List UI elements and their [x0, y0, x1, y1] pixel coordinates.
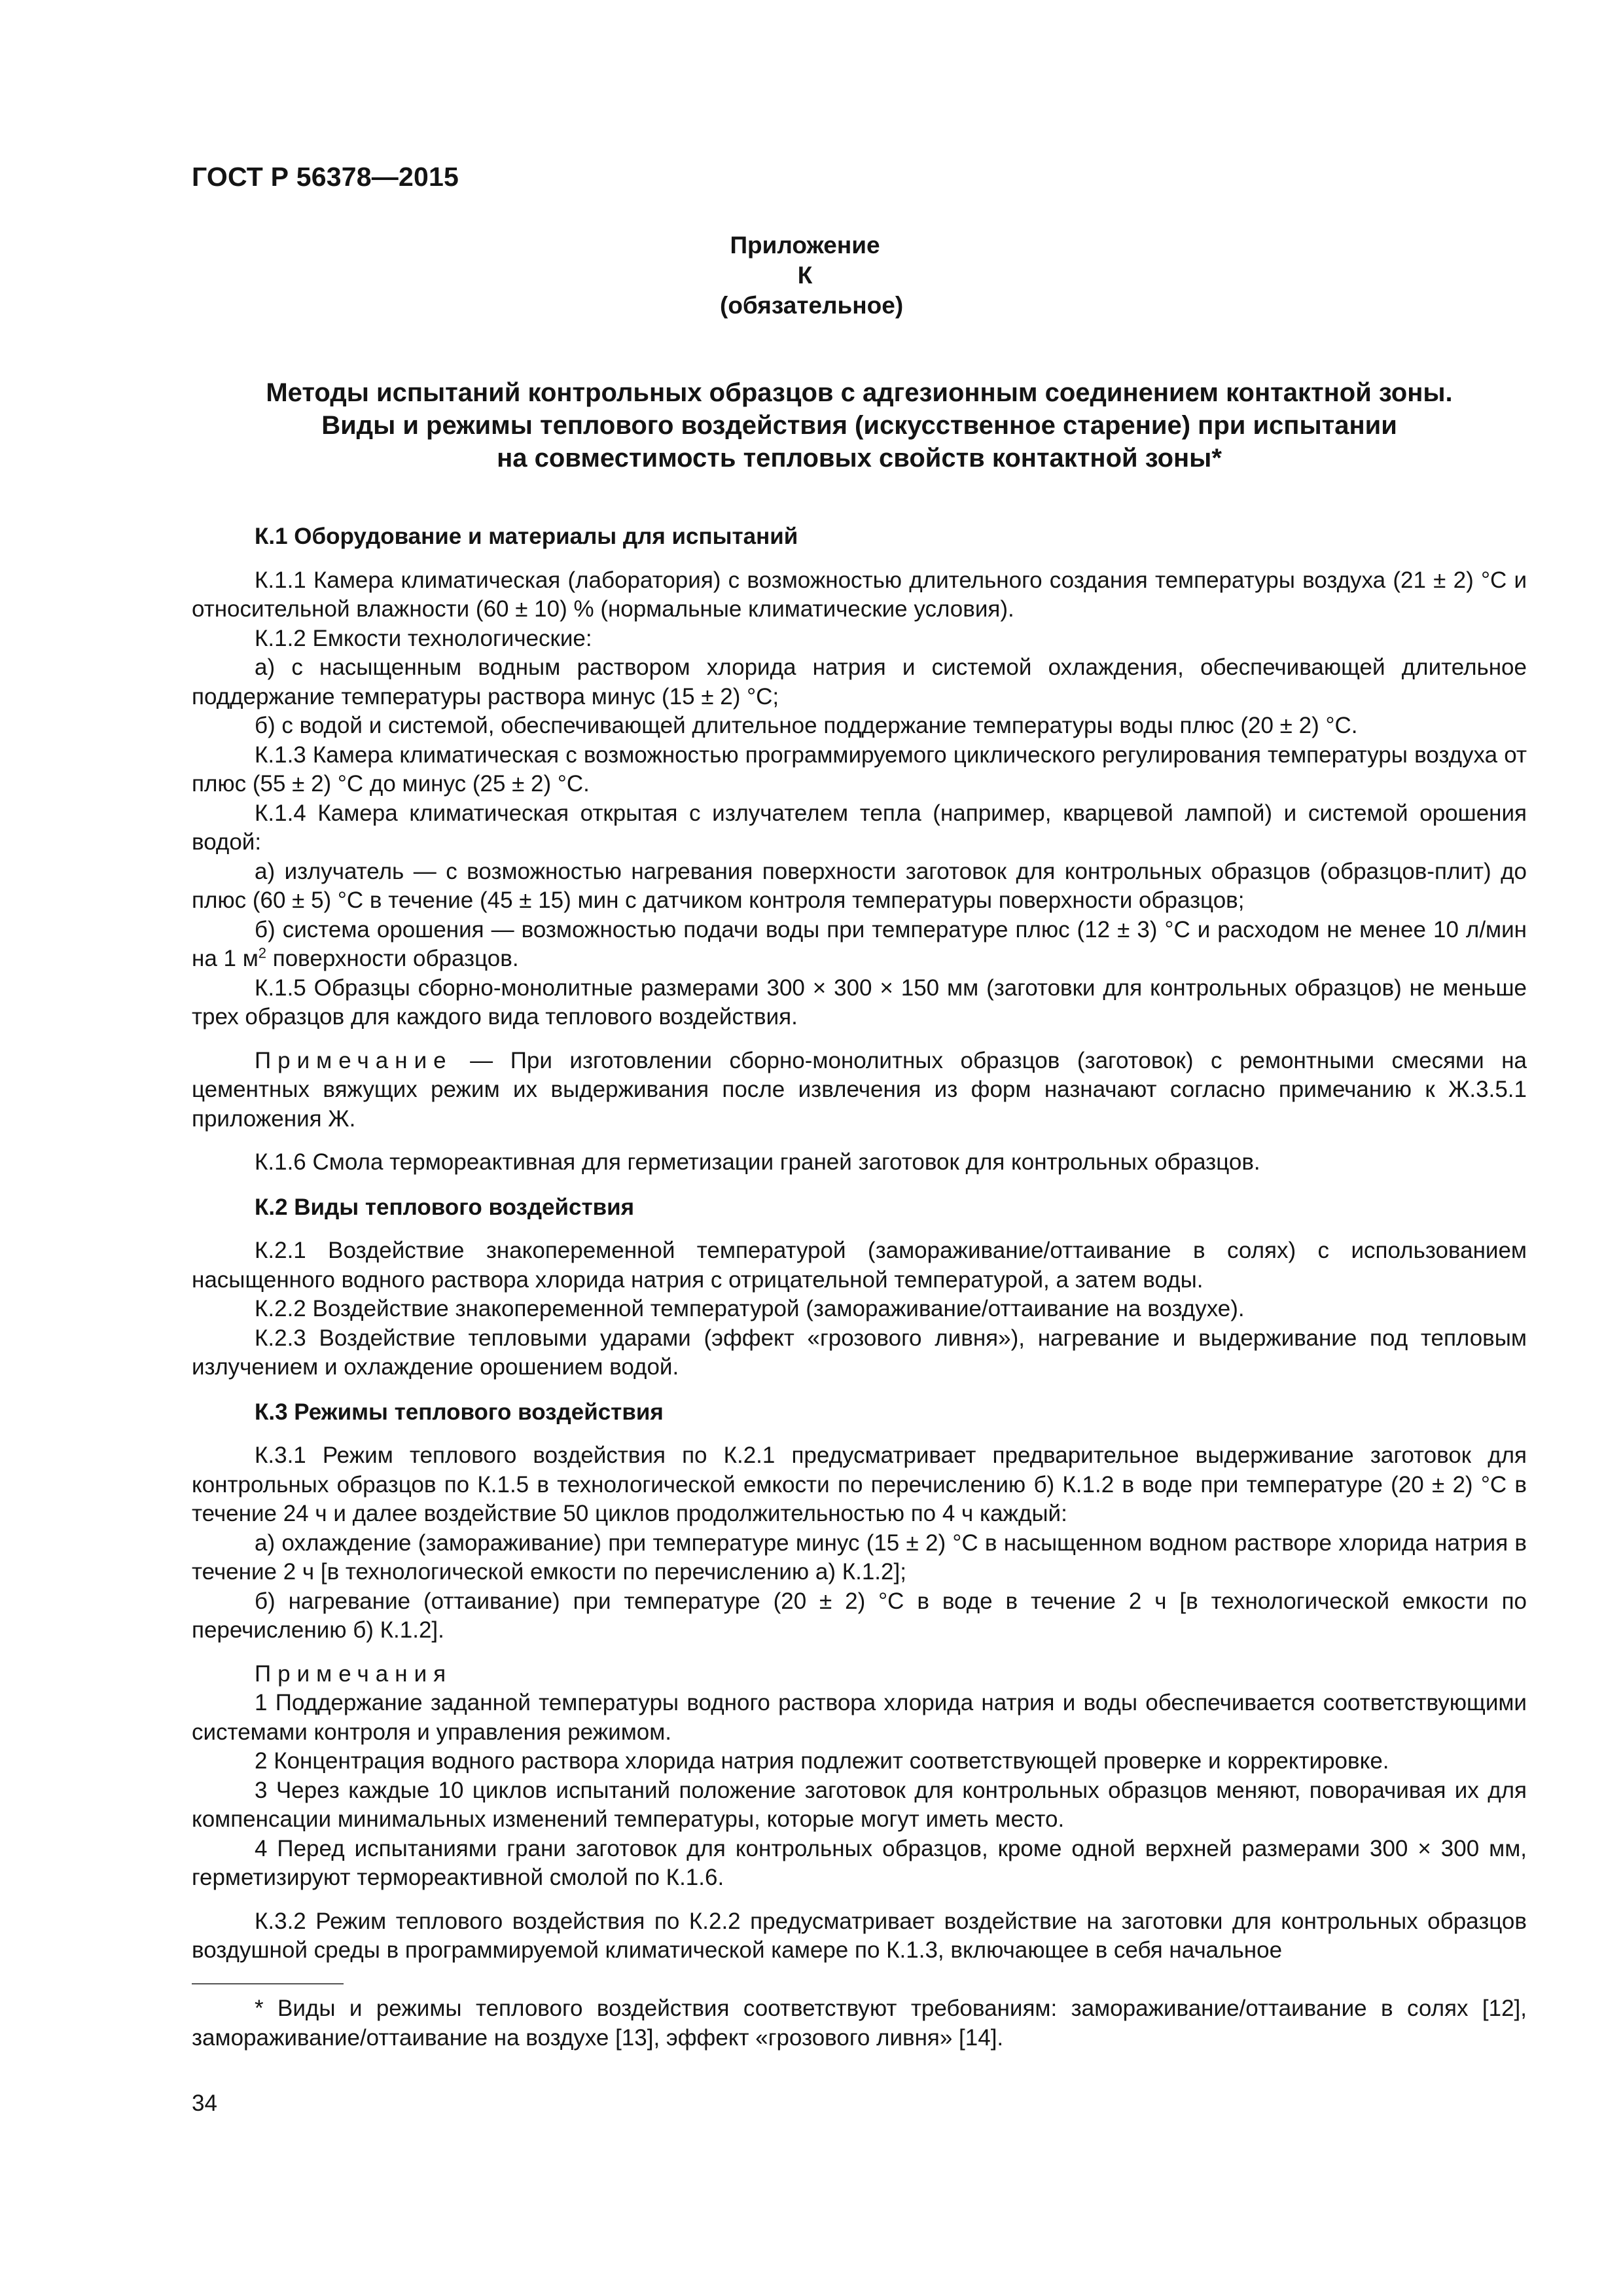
paragraph-k3-2: К.3.2 Режим теплового воздействия по К.2.2 предусматривает воздействие на заготовки для контрольных образцов воздушной среды в программируемой климатической камере по К.1.3, включающее в себя начальное — [192, 1908, 1527, 1963]
paragraph-k1-3: К.1.3 Камера климатическая с возможностью программируемого циклического регулирования температуры воздуха от плюс (55 ± 2) °С до минус (25 ± 2) °С. — [192, 742, 1527, 797]
title-line-2: Виды и режимы теплового воздействия (искусственное старение) при испытании — [321, 411, 1397, 440]
note-label: Примечание — [255, 1047, 453, 1073]
paragraph-k3-1: К.3.1 Режим теплового воздействия по К.2.1 предусматривает предварительное выдерживание заготовок для контрольных образцов по К.1.5 в технологической емкости по перечислению б) К.1.2 в воде при температуре (20 ± 2) °С в течение 24 ч и далее воздействие 50 циклов продолжительностью по 4 ч каждый: — [192, 1443, 1527, 1526]
paragraph-k1-4b-text: б) система орошения — возможностью подачи воды при температуре плюс (12 ± 3) °С и расходом не менее 10 л/мин на 1 м — [192, 916, 1527, 971]
paragraph-k1-4a: а) излучатель — с возможностью нагревания поверхности заготовок для контрольных образцов (образцов-плит) до плюс (60 ± 5) °С в течение (45 ± 15) мин с датчиком контроля температуры поверхности образцов; — [192, 858, 1527, 913]
footnote-divider — [192, 1983, 344, 1984]
document-title — [192, 376, 1527, 475]
section-heading-k1: К.1 Оборудование и материалы для испытаний — [255, 524, 798, 549]
paragraph-k1-4b — [192, 916, 1527, 974]
footnote — [192, 1994, 1527, 2053]
notes-label: Примечания — [255, 1660, 453, 1687]
note-k3-3: 3 Через каждые 10 циклов испытаний положение заготовок для контрольных образцов меняют, поворачивая их для компенсации минимальных изменений температуры, которые могут иметь место. — [192, 1777, 1527, 1832]
paragraph-k2-3: К.2.3 Воздействие тепловыми ударами (эффект «грозового ливня»), нагревание и выдерживание под тепловым излучением и охлаждение орошением водой. — [192, 1325, 1527, 1380]
note-k1 — [192, 1047, 1527, 1134]
paragraph-k1-2b: б) с водой и системой, обеспечивающей длительное поддержание температуры воды плюс (20 ± 2) °С. — [255, 713, 1358, 738]
paragraph-k1-2a: а) с насыщенным водным раствором хлорида натрия и системой охлаждения, обеспечивающей длительное поддержание температуры раствора минус (15 ± 2) °С; — [192, 655, 1527, 709]
paragraph-k1-1: К.1.1 Камера климатическая (лаборатория) с возможностью длительного создания температуры воздуха (21 ± 2) °С и относительной влажности (60 ± 10) % (нормальные климатические условия). — [192, 567, 1527, 622]
paragraph-k1-2: К.1.2 Емкости технологические: — [255, 625, 592, 651]
paragraph-k2-2: К.2.2 Воздействие знакопеременной температурой (замораживание/оттаивание на воздухе). — [255, 1296, 1245, 1321]
note-k3-4: 4 Перед испытаниями грани заготовок для контрольных образцов, кроме одной верхней размерами 300 × 300 мм, герметизируют термореактивной смолой по К.1.6. — [192, 1835, 1527, 1890]
appendix-label — [720, 230, 904, 321]
standard-code: ГОСТ Р 56378—2015 — [192, 162, 459, 192]
appendix-status: (обязательное) — [720, 292, 904, 319]
paragraph-k1-6: К.1.6 Смола термореактивная для герметизации граней заготовок для контрольных образцов. — [255, 1149, 1260, 1175]
paragraph-k2-1: К.2.1 Воздействие знакопеременной температурой (замораживание/оттаивание в солях) с использованием насыщенного водного раствора хлорида натрия с отрицательной температурой, а затем воды. — [192, 1238, 1527, 1293]
appendix-title: Приложение К — [730, 232, 880, 289]
footnote-text: * Виды и режимы теплового воздействия соответствуют требованиям: замораживание/оттаивание в солях [12], замораживание/оттаивание на воздухе [13], эффект «грозового ливня» [14]. — [192, 1996, 1527, 2051]
note-text: — При изготовлении сборно-монолитных образцов (заготовок) с ремонтными смесями на цементных вяжущих режим их выдерживания после извлечения из форм назначают согласно примечанию к Ж.3.5.1 приложения Ж. — [192, 1047, 1527, 1132]
paragraph-k1-4: К.1.4 Камера климатическая открытая с излучателем тепла (например, кварцевой лампой) и системой орошения водой: — [192, 800, 1527, 855]
section-heading-k2: К.2 Виды теплового воздействия — [255, 1194, 635, 1220]
title-line-1: Методы испытаний контрольных образцов с адгезионным соединением контактной зоны. — [266, 378, 1453, 407]
paragraph-k3-1a: а) охлаждение (замораживание) при температуре минус (15 ± 2) °С в насыщенном водном растворе хлорида натрия в течение 2 ч [в технологической емкости по перечислению а) К.1.2]; — [192, 1530, 1527, 1585]
superscript-2: 2 — [258, 944, 267, 961]
paragraph-k3-1b: б) нагревание (оттаивание) при температуре (20 ± 2) °С в воде в течение 2 ч [в технологической емкости по перечислению б) К.1.2]. — [192, 1588, 1527, 1643]
paragraph-k1-5: К.1.5 Образцы сборно-монолитные размерами 300 × 300 × 150 мм (заготовки для контрольных образцов) не меньше трех образцов для каждого вида теплового воздействия. — [192, 975, 1527, 1030]
document-body — [192, 522, 1527, 1965]
note-k3-2: 2 Концентрация водного раствора хлорида натрия подлежит соответствующей проверке и корректировке. — [255, 1748, 1389, 1774]
page-number: 34 — [192, 2090, 217, 2116]
note-k3-1: 1 Поддержание заданной температуры водного раствора хлорида натрия и воды обеспечивается соответствующими системами контроля и управления режимом. — [192, 1690, 1527, 1745]
section-heading-k3: К.3 Режимы теплового воздействия — [255, 1399, 664, 1425]
paragraph-k1-4b-tail: поверхности образцов. — [266, 946, 519, 971]
title-line-3: на совместимость тепловых свойств контактной зоны* — [497, 444, 1222, 473]
